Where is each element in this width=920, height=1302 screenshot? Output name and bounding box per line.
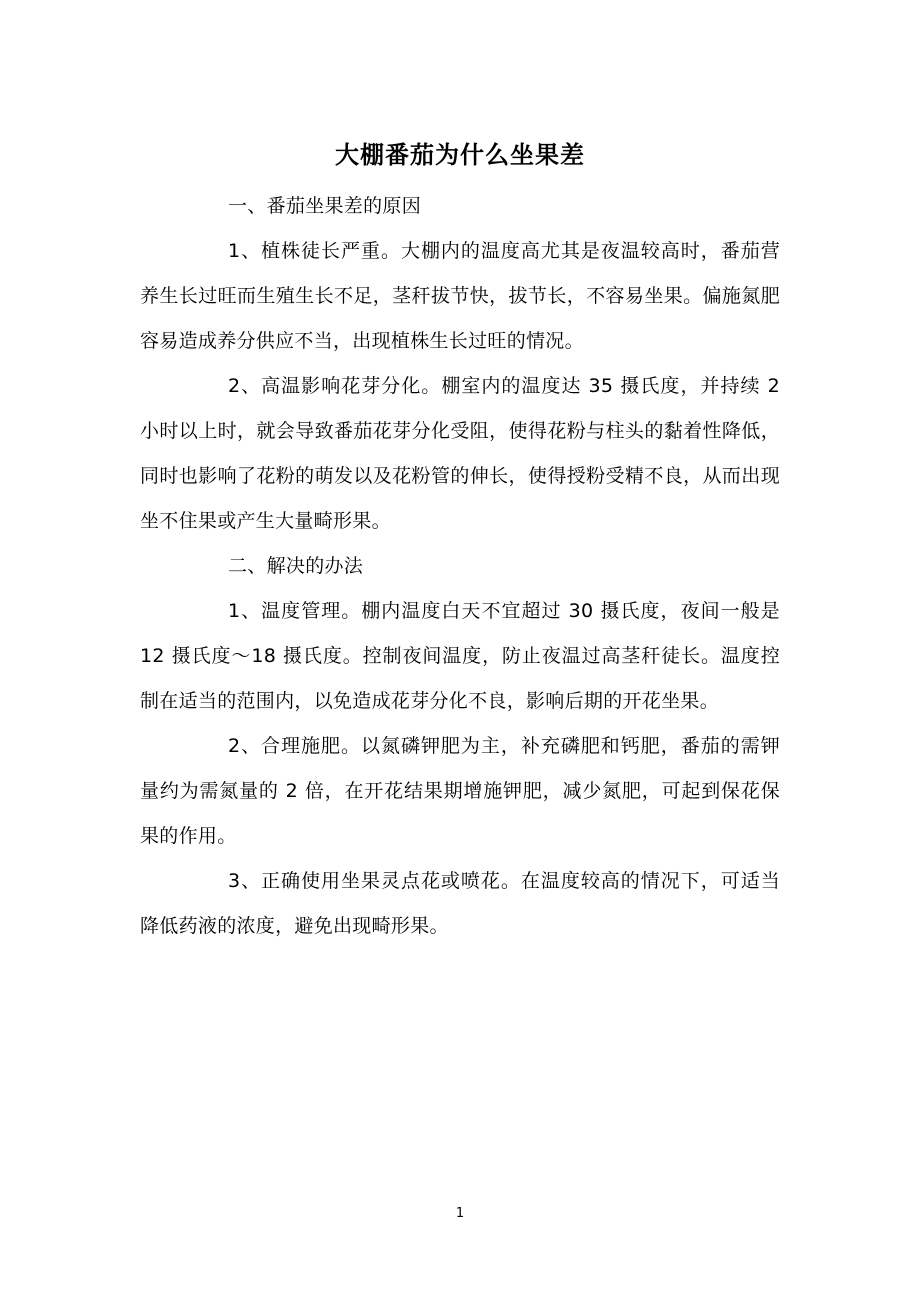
- paragraph-solution-2: 2、合理施肥。以氮磷钾肥为主，补充磷肥和钙肥，番茄的需钾量约为需氮量的 2 倍，在开花结果期增施钾肥，减少氮肥，可起到保花保果的作用。: [140, 735, 780, 847]
- section-heading-solutions: 二、解决的办法: [228, 555, 364, 577]
- section-heading-causes: 一、番茄坐果差的原因: [228, 195, 422, 217]
- paragraph-cause-2: 2、高温影响花芽分化。棚室内的温度达 35 摄氏度，并持续 2 小时以上时，就会导致番茄花芽分化受阻，使得花粉与柱头的黏着性降低，同时也影响了花粉的萌发以及花粉管的伸长，使得授粉受精不良，从而出现坐不住果或产生大量畸形果。: [140, 375, 780, 532]
- paragraph-solution-1: 1、温度管理。棚内温度白天不宜超过 30 摄氏度，夜间一般是 12 摄氏度～18 摄氏度。控制夜间温度，防止夜温过高茎秆徒长。温度控制在适当的范围内，以免造成花芽分化不良，影响后期的开花坐果。: [140, 600, 780, 712]
- page-number: 1: [455, 1206, 465, 1221]
- paragraph-solution-3: 3、正确使用坐果灵点花或喷花。在温度较高的情况下，可适当降低药液的浓度，避免出现畸形果。: [140, 870, 780, 937]
- document-title: 大棚番茄为什么坐果差: [335, 141, 585, 170]
- document-body: [140, 184, 780, 949]
- paragraph-cause-1: 1、植株徒长严重。大棚内的温度高尤其是夜温较高时，番茄营养生长过旺而生殖生长不足，茎秆拔节快，拔节长，不容易坐果。偏施氮肥容易造成养分供应不当，出现植株生长过旺的情况。: [140, 240, 780, 352]
